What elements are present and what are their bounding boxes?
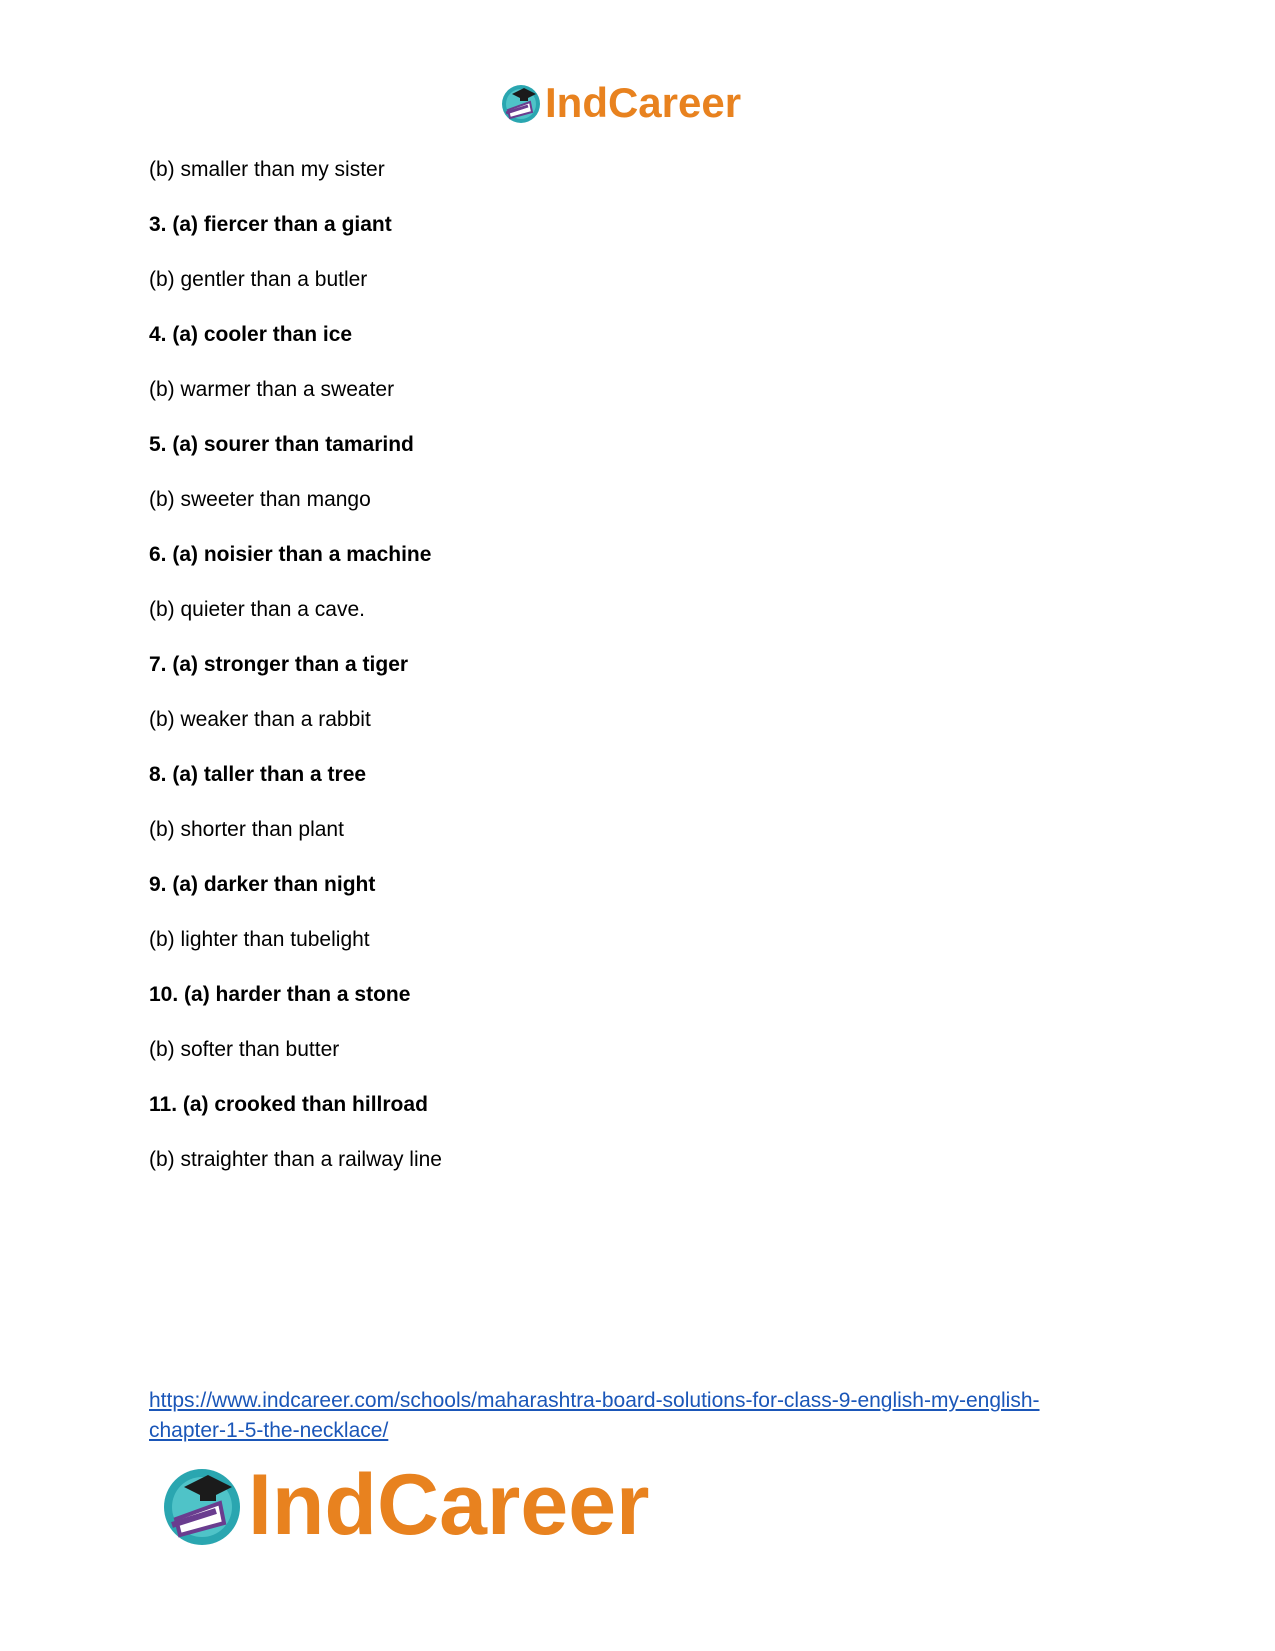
question-line: 4. (a) cooler than ice — [149, 322, 353, 346]
header-logo — [500, 78, 741, 128]
question-line: 7. (a) stronger than a tiger — [149, 652, 409, 676]
answer-line: (b) smaller than my sister — [149, 157, 385, 181]
source-link[interactable] — [149, 1386, 1149, 1446]
source-link-line-2: chapter-1-5-the-necklace/ — [149, 1419, 389, 1442]
source-link-line-1: https://www.indcareer.com/schools/maharashtra-board-solutions-for-class-9-english-my-english- — [149, 1389, 1040, 1412]
question-line: 11. (a) crooked than hillroad — [149, 1092, 428, 1116]
question-line: 5. (a) sourer than tamarind — [149, 432, 414, 456]
answer-line: (b) gentler than a butler — [149, 267, 368, 291]
answer-line: (b) straighter than a railway line — [149, 1147, 442, 1171]
answer-line: (b) shorter than plant — [149, 817, 344, 841]
question-line: 8. (a) taller than a tree — [149, 762, 367, 786]
footer-logo-emblem-icon — [160, 1463, 244, 1547]
question-line: 9. (a) darker than night — [149, 872, 376, 896]
answer-line: (b) sweeter than mango — [149, 487, 371, 511]
footer-logo-text: IndCareer — [248, 1457, 650, 1553]
question-line: 10. (a) harder than a stone — [149, 982, 411, 1006]
header-logo-text: IndCareer — [545, 79, 742, 126]
answer-line: (b) quieter than a cave. — [149, 597, 365, 621]
answer-line: (b) softer than butter — [149, 1037, 340, 1061]
answer-line: (b) weaker than a rabbit — [149, 707, 371, 731]
question-line: 3. (a) fiercer than a giant — [149, 212, 392, 236]
answer-list — [149, 142, 1129, 1187]
source-link-anchor[interactable] — [149, 1389, 1040, 1442]
question-line: 6. (a) noisier than a machine — [149, 542, 432, 566]
answer-line: (b) warmer than a sweater — [149, 377, 395, 401]
logo-emblem-icon — [500, 82, 542, 124]
footer-logo — [160, 1457, 650, 1553]
answer-line: (b) lighter than tubelight — [149, 927, 370, 951]
